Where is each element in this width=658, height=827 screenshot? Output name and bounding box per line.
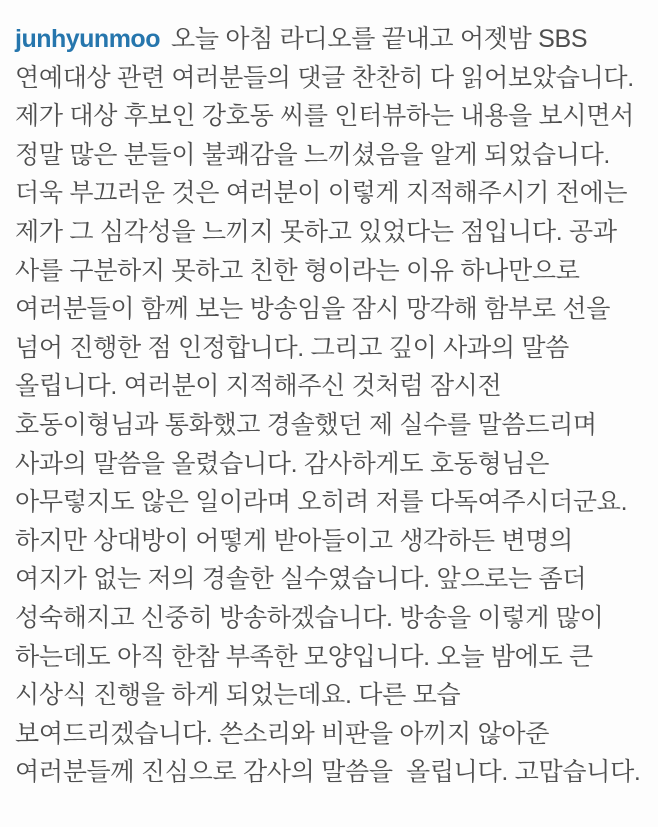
- caption-line: 보여드리겠습니다. 쓴소리와 비판을 아끼지 않아준: [15, 719, 550, 748]
- caption-line: 여지가 없는 저의 경솔한 실수였습니다. 앞으로는 좀더: [15, 565, 587, 594]
- caption-line: 정말 많은 분들이 불쾌감을 느끼셨음을 알게 되었습니다.: [15, 140, 611, 169]
- caption-line: 연예대상 관련 여러분들의 댓글 찬찬히 다 읽어보았습니다.: [15, 63, 634, 92]
- caption-line: 하는데도 아직 한참 부족한 모양입니다. 오늘 밤에도 큰: [15, 642, 593, 671]
- caption-line: [15, 20, 646, 59]
- caption-line: 사를 구분하지 못하고 친한 형이라는 이유 하나만으로: [15, 256, 580, 285]
- caption-line: 여러분들이 함께 보는 방송임을 잠시 망각해 함부로 선을: [15, 295, 611, 324]
- caption-line: 넘어 진행한 점 인정합니다. 그리고 깊이 사과의 말씀: [15, 333, 570, 362]
- caption-line: 아무렇지도 않은 일이라며 오히려 저를 다독여주시더군요.: [15, 488, 628, 517]
- caption-line: 사과의 말씀을 올렸습니다. 감사하게도 호동형님은: [15, 449, 550, 478]
- caption-line: 제가 그 심각성을 느끼지 못하고 있었다는 점입니다. 공과: [15, 217, 617, 246]
- caption-line: 호동이형님과 통화했고 경솔했던 제 실수를 말씀드리며: [15, 410, 597, 439]
- caption-line: 여러분들께 진심으로 감사의 말씀을 올립니다. 고맙습니다.: [15, 758, 641, 787]
- username-link[interactable]: junhyunmoo: [15, 25, 160, 53]
- caption-line: 성숙해지고 신중히 방송하겠습니다. 방송을 이렇게 많이: [15, 603, 604, 632]
- caption-line: 더욱 부끄러운 것은 여러분이 이렇게 지적해주시기 전에는: [15, 179, 628, 208]
- caption-line-text: 오늘 아침 라디오를 끝내고 어젯밤 SBS: [170, 25, 588, 53]
- caption-line: 제가 대상 후보인 강호동 씨를 인터뷰하는 내용을 보시면서: [15, 102, 634, 131]
- caption-line: 시상식 진행을 하게 되었는데요. 다른 모습: [15, 681, 461, 710]
- caption-line: 하지만 상대방이 어떻게 받아들이고 생각하든 변명의: [15, 526, 573, 555]
- caption-line: 올립니다. 여러분이 지적해주신 것처럼 잠시전: [15, 372, 502, 401]
